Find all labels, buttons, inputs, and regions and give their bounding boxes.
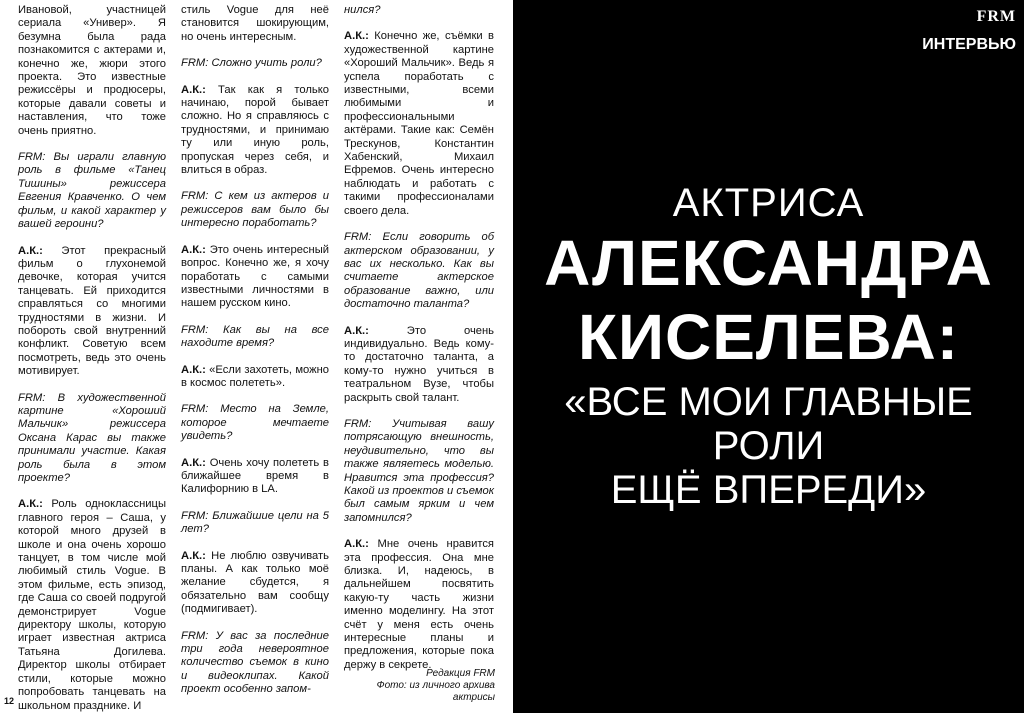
answer-paragraph [18,4,166,138]
paragraph-text: Это очень интересный вопрос. Конечно же, я хочу поработать с самыми известными личностями в нашем русском кино. [181,243,329,310]
speaker-label: А.К.: [181,549,206,562]
question-paragraph [344,4,494,17]
paragraph-text: Очень хочу полететь в ближайшее время в Калифорнию в LA. [181,456,329,496]
question-paragraph [344,418,494,525]
article-column-2 [181,4,329,710]
question-paragraph [181,630,329,697]
paragraph-text: Ивановой, участницей сериала «Универ». Я безумна была рада познакомится с актерами и, конечно же, жюри этого проекта. Это известные режиссёры и продюсеры, которые давали советы и наставления, что тоже очень приятно. [18,4,166,137]
paragraph-text: Конечно же, съёмки в художественной картине «Хороший Мальчик». Ведь я успела поработать с известными, всеми любимыми и профессиональными актёрами. Такие как: Семён Трескунов, Константин Хабенский, Михаил Ефремов. Очень интересно наблюдать и работать с такими профессионалами своего дела. [344,30,494,217]
cover-page [513,0,1024,713]
speaker-label: А.К.: [181,456,206,469]
paragraph-text: FRM: Место на Земле, которое мечтаете увидеть? [181,403,329,443]
article-column-1 [18,4,166,726]
speaker-label: А.К.: [18,498,43,511]
article-column-3 [344,4,494,685]
speaker-label: А.К.: [344,30,369,43]
answer-paragraph [181,364,329,391]
paragraph-text: Так как я только начинаю, порой бывает сложно. Но я справляюсь с трудностями, и принимаю ту или иную роль, пропуская через себя, и влиться в образ. [181,83,329,177]
answer-paragraph [18,245,166,379]
answer-paragraph [181,550,329,617]
paragraph-text: стиль Vogue для неё становится шокирующим, но очень интересным. [181,4,329,43]
paragraph-text: FRM: Как вы на все находите время? [181,323,329,350]
headline-line-2: АЛЕКСАНДРА [544,227,993,299]
paragraph-text: «Если захотеть, можно в космос полететь». [181,363,329,389]
question-paragraph [181,324,329,351]
paragraph-text: Мне очень нравится эта профессия. Она мне близка. И, надеюсь, в дальнейшем посвятить какую-ту часть жизни именно моделингу. На этот счёт у меня есть очень интересные планы и предложения, которые пока держу в секрете. [344,538,494,671]
speaker-label: А.К.: [344,324,369,337]
answer-paragraph [181,244,329,311]
question-paragraph [344,231,494,311]
question-paragraph [181,57,329,70]
headline-line-3: КИСЕЛЕВА: [577,301,960,373]
paragraph-text: Роль одноклассницы главного героя – Саша, у которой много друзей в школе и она очень хорошо танцует, в том числе мой любимый стиль Vogue. В этом фильме, есть эпизод, где Саша со своей подругой демонстрирует Vogue директору школы, которую играет известная актриса Татьяна Догилева. Директор школы отбирает стили, которые можно попробовать танцевать на школьном празднике. И [18,498,166,712]
speaker-label: А.К.: [18,244,43,257]
answer-paragraph [181,84,329,178]
speaker-label: А.К.: [181,83,206,96]
headline-quote: «ВСЕ МОИ ГЛАВНЫЕ РОЛИ ЕЩЁ ВПЕРЕДИ» [564,380,973,512]
answer-paragraph [181,4,329,44]
credits: Редакция FRM Фото: из личного архива актрисы [376,668,495,703]
paragraph-text: FRM: В художественной картине «Хороший Мальчик» режиссера Оксана Карас вы также принимали участие. Какая роль была в этом проекте? [18,391,166,484]
question-paragraph [181,510,329,537]
speaker-label: А.К.: [344,538,369,551]
answer-paragraph [344,30,494,218]
paragraph-text: Не люблю озвучивать планы. А как только моё желание сбудется, я обязательно вам сообщу (подмигивает). [181,549,329,616]
paragraph-text: нился? [344,4,381,16]
paragraph-text: FRM: Если говорить об актерском образовании, у вас их несколько. Как вы считаете актерское образование важно, или достаточно таланта? [344,231,494,311]
brand-logo: FRM [976,8,1016,25]
answer-paragraph [344,538,494,672]
article-page [0,0,513,713]
paragraph-text: FRM: Вы играли главную роль в фильме «Танец Тишины» режиссера Евгения Кравченко. О чем фильм, и какой характер у вашей героини? [18,151,166,231]
answer-paragraph [18,498,166,713]
question-paragraph [181,403,329,443]
question-paragraph [18,151,166,231]
headline-line-1: АКТРИСА [672,181,865,225]
paragraph-text: Это очень индивидуально. Ведь кому-то достаточно таланта, а кому-то нужно учиться в театральном Вузе, чтобы раскрыть свой талант. [344,324,494,404]
paragraph-text: FRM: У вас за последние три года невероятное количество съемок в кино и видеоклипах. Какой проект особенно запом- [181,629,329,696]
paragraph-text: FRM: Учитывая вашу потрясающую внешность, неудивительно, что вы также являетесь моделью. Нравится эта профессия? Какой из проектов и съемок был самым ярким и чем запомнился? [344,417,494,524]
section-label: ИНТЕРВЬЮ [922,36,1016,53]
question-paragraph [18,392,166,486]
paragraph-text: FRM: С кем из актеров и режиссеров вам было бы интересно поработать? [181,190,329,230]
paragraph-text: FRM: Сложно учить роли? [181,57,322,70]
page-number: 12 [4,696,15,706]
answer-paragraph [181,457,329,497]
paragraph-text: FRM: Ближайшие цели на 5 лет? [181,509,329,536]
paragraph-text: Этот прекрасный фильм о глухонемой девочке, которая учится танцевать. Ей приходится справляться со многими трудностями в жизни. И побороть свой внутренний конфликт. Советую всем посмотреть, ведь это очень мотивирует. [18,244,166,378]
answer-paragraph [344,325,494,405]
headline [513,180,1024,512]
speaker-label: А.К.: [181,363,206,376]
speaker-label: А.К.: [181,243,206,256]
question-paragraph [181,190,329,230]
